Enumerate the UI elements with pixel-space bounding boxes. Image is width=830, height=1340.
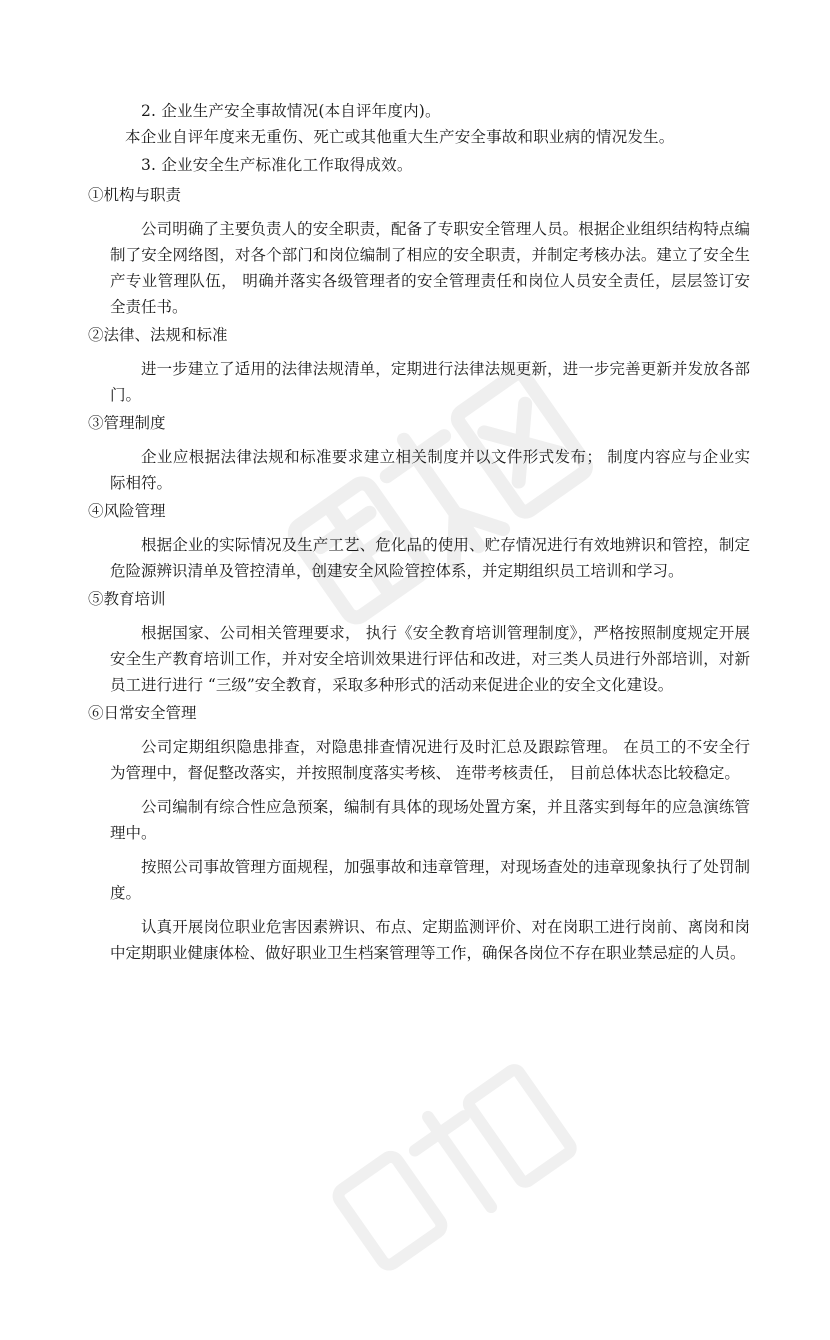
item-paragraph: 按照公司事故管理方面规程，加强事故和违章管理，对现场查处的违章现象执行了处罚制度。: [110, 858, 750, 902]
section-3-heading: 3. 企业安全生产标准化工作取得成效。: [141, 156, 413, 174]
item-title-laws: ②法律、法规和标准: [88, 326, 228, 344]
item-title-organization: ①机构与职责: [88, 186, 182, 204]
item-title-management-system: ③管理制度: [88, 414, 166, 432]
item-paragraph: 根据企业的实际情况及生产工艺、危化品的使用、贮存情况进行有效地辨识和管控，制定危险源辨识清单及管控清单，创建安全风险管控体系，并定期组织员工培训和学习。: [110, 536, 750, 580]
item-paragraph: 公司编制有综合性应急预案，编制有具体的现场处置方案，并且落实到每年的应急演练管理中。: [110, 798, 750, 842]
watermark-logo-bottom: [296, 1024, 624, 1337]
section-2-heading: 2. 企业生产安全事故情况(本自评年度内)。: [141, 102, 441, 120]
item-paragraph: 进一步建立了适用的法律法规清单，定期进行法律法规更新，进一步完善更新并发放各部门。: [110, 360, 750, 404]
item-paragraph: 企业应根据法律法规和标准要求建立相关制度并以文件形式发布； 制度内容应与企业实际相符。: [110, 448, 750, 492]
watermark-graphic-bottom: [296, 1024, 624, 1337]
item-paragraph: 根据国家、公司相关管理要求， 执行《安全教育培训管理制度》，严格按照制度规定开展安全生产教育培训工作，并对安全培训效果进行评估和改进，对三类人员进行外部培训，对新员工进行进行 “三级”安全教育，采取多种形式的活动来促进企业的安全文化建设。: [110, 624, 750, 694]
item-paragraph: 公司明确了主要负责人的安全职责，配备了专职安全管理人员。根据企业组织结构特点编制了安全网络图，对各个部门和岗位编制了相应的安全职责，并制定考核办法。建立了安全生产专业管理队伍， 明确并落实各级管理者的安全管理责任和岗位人员安全责任，层层签订安全责任书。: [110, 220, 750, 316]
item-title-daily-safety: ⑥日常安全管理: [88, 704, 197, 722]
section-2-body: 本企业自评年度来无重伤、死亡或其他重大生产安全事故和职业病的情况发生。: [125, 128, 675, 146]
item-paragraph: 认真开展岗位职业危害因素辨识、布点、定期监测评价、对在岗职工进行岗前、离岗和岗中定期职业健康体检、做好职业卫生档案管理等工作，确保各岗位不存在职业禁忌症的人员。: [110, 918, 750, 962]
item-paragraph: 公司定期组织隐患排查，对隐患排查情况进行及时汇总及跟踪管理。 在员工的不安全行为管理中，督促整改落实，并按照制度落实考核、 连带考核责任， 目前总体状态比较稳定。: [110, 738, 750, 782]
item-title-risk: ④风险管理: [88, 502, 166, 520]
item-title-training: ⑤教育培训: [88, 590, 166, 608]
document-body: [88, 98, 750, 966]
